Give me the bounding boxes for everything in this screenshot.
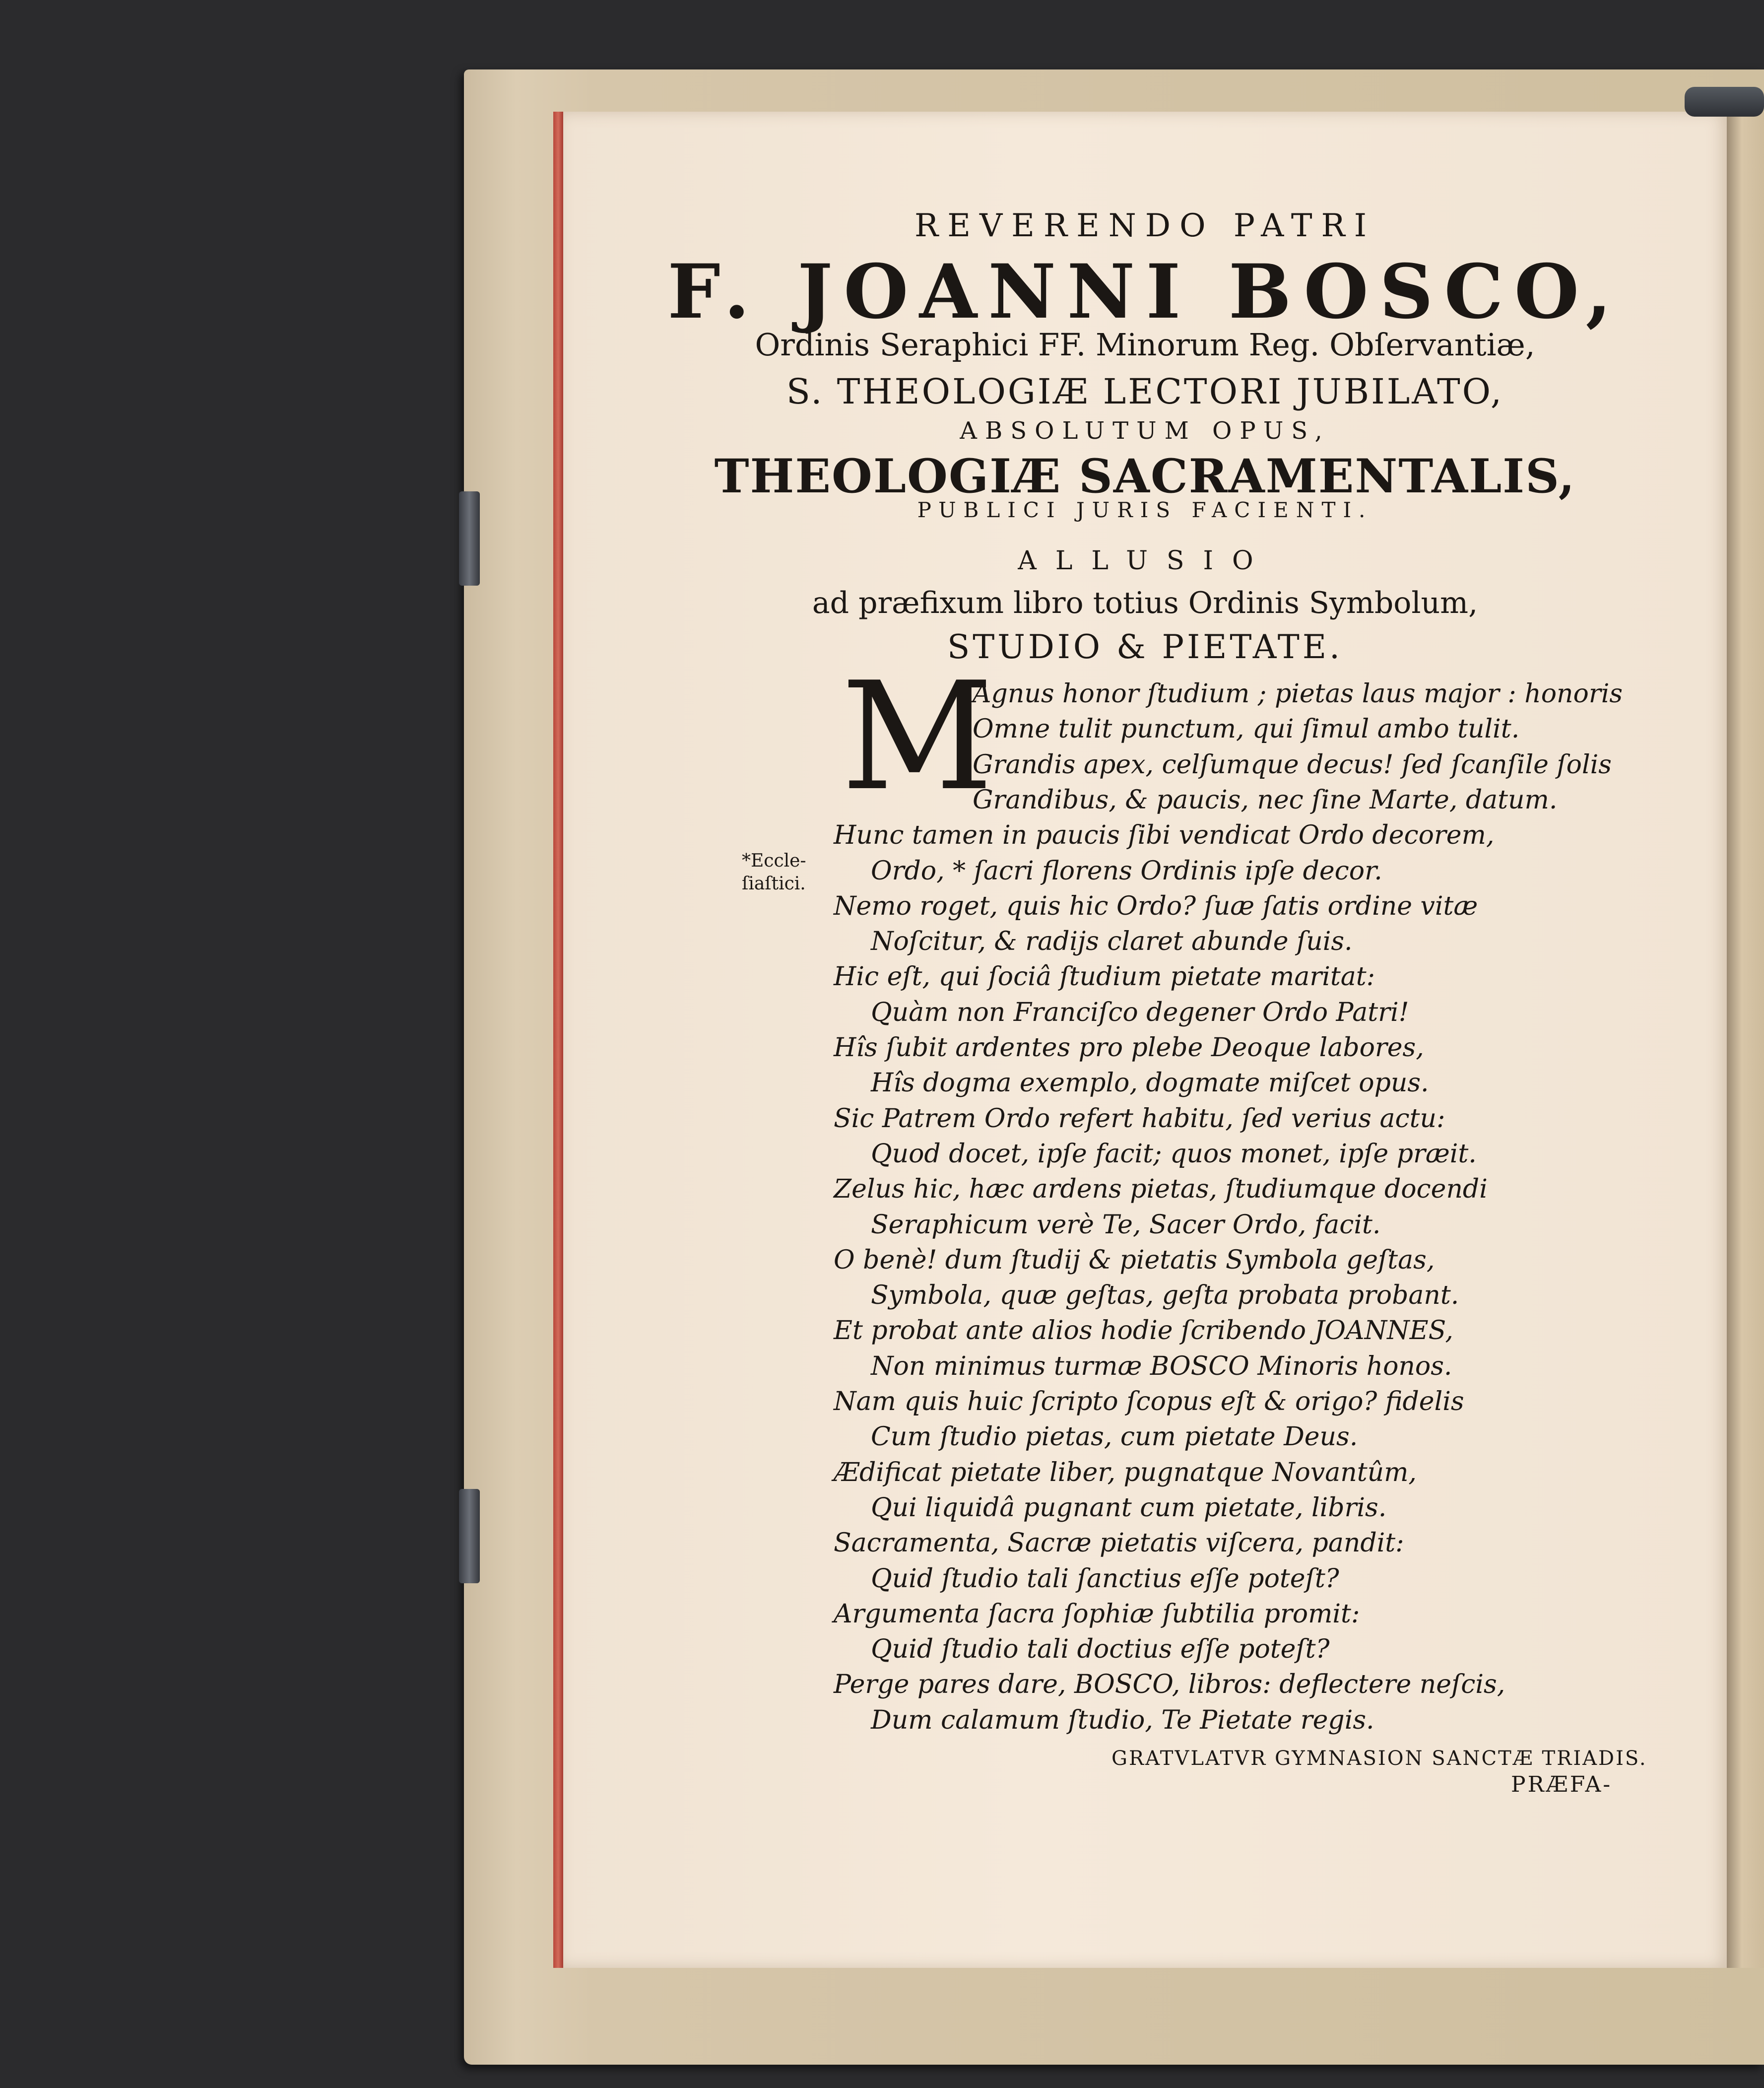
verse-line: Qui liquidâ pugnant cum pietate, libris. <box>871 1492 1387 1523</box>
verse-line: Argumenta ſacra ſophiæ ſubtilia promit: <box>834 1599 1360 1629</box>
verse-line: Symbola, quæ geſtas, geſta probata probant. <box>871 1280 1459 1311</box>
verse-line: Grandis apex, celſumque decus! ſed ſcanſile ſolis <box>973 749 1612 780</box>
margin-note-line: ſiaſtici. <box>742 874 806 894</box>
verse-line: Grandibus, & paucis, nec ſine Marte, datum. <box>973 785 1558 815</box>
header-absolutum: ABSOLUTUM OPUS, <box>960 417 1330 445</box>
verse-line: Hic eſt, qui ſociâ ſtudium pietate maritat: <box>834 962 1375 992</box>
page-red-edge <box>553 112 563 1968</box>
verse-line: Quàm non Franciſco degener Ordo Patri! <box>871 997 1409 1027</box>
verse-line: Hunc tamen in paucis ſibi vendicat Ordo decorem, <box>834 820 1495 851</box>
facing-page-edge <box>1727 112 1764 1968</box>
verse-line: Quid ſtudio tali ſanctius eſſe poteſt? <box>871 1563 1339 1594</box>
hinge-bottom <box>459 1489 480 1583</box>
verse-line: Agnus honor ſtudium ; pietas laus major : honoris <box>973 679 1623 709</box>
verse-line: Cum ſtudio pietas, cum pietate Deus. <box>871 1422 1358 1452</box>
drop-cap: M <box>841 650 994 823</box>
header-publici: PUBLICI JURIS FACIENTI. <box>917 498 1373 522</box>
verse-line: Sacramenta, Sacræ pietatis viſcera, pandit: <box>834 1528 1404 1558</box>
verse-line: Seraphicum verè Te, Sacer Ordo, facit. <box>871 1210 1381 1240</box>
margin-note <box>742 850 806 895</box>
header-name: F. JOANNI BOSCO, <box>667 248 1623 336</box>
verse-line: Perge pares dare, BOSCO, libros: deflectere neſcis, <box>834 1670 1505 1700</box>
hinge-top <box>459 491 480 586</box>
clasp <box>1685 87 1764 117</box>
verse-line: Omne tulit punctum, qui ſimul ambo tulit. <box>973 714 1520 744</box>
margin-note-line: *Eccle- <box>742 851 806 871</box>
header-studio: STUDIO & PIETATE. <box>947 628 1343 666</box>
header-title: THEOLOGIÆ SACRAMENTALIS, <box>714 449 1576 504</box>
catchword: PRÆFA- <box>1511 1772 1613 1797</box>
verse-line: Nam quis huic ſcripto ſcopus eſt & origo? fidelis <box>834 1387 1464 1416</box>
header-lector: S. THEOLOGIÆ LECTORI JUBILATO, <box>786 371 1504 412</box>
header-ad: ad præfixum libro totius Ordinis Symbolum, <box>812 586 1478 620</box>
verse-line: Non minimus turmæ BOSCO Minoris honos. <box>871 1351 1452 1381</box>
verse-line: Ordo, * ſacri florens Ordinis ipſe decor. <box>871 856 1382 886</box>
header-ordinis: Ordinis Seraphici FF. Minorum Reg. Obſervantiæ, <box>755 327 1535 363</box>
verse-line: Sic Patrem Ordo refert habitu, ſed verius actu: <box>834 1103 1445 1134</box>
verse-line: Ædificat pietate liber, pugnatque Novantûm, <box>834 1457 1417 1487</box>
verse-line: Quod docet, ipſe facit; quos monet, ipſe præit. <box>871 1139 1477 1169</box>
verse-line: Noſcitur, & radijs claret abunde ſuis. <box>871 927 1353 957</box>
verse-line: Dum calamum ſtudio, Te Pietate regis. <box>871 1705 1374 1735</box>
verse-line: Quid ſtudio tali doctius eſſe poteſt? <box>871 1634 1330 1665</box>
header-reverendo: REVERENDO PATRI <box>915 207 1375 244</box>
verse-line: Zelus hic, hæc ardens pietas, ſtudiumque docendi <box>834 1174 1488 1205</box>
header-allusio: ALLUSIO <box>1018 546 1272 576</box>
verse-line: O benè! dum ſtudij & pietatis Symbola geſtas, <box>834 1245 1435 1275</box>
verse-line: Nemo roget, quis hic Ordo? ſuæ ſatis ordine vitæ <box>834 891 1478 921</box>
verse-line: Et probat ante alios hodie ſcribendo JOANNES, <box>834 1316 1453 1346</box>
verse-line: Hîs ſubit ardentes pro plebe Deoque labores, <box>834 1033 1424 1063</box>
gratulatur-line: GRATVLATVR GYMNASION SANCTÆ TRIADIS. <box>1111 1747 1647 1770</box>
verse-line: Hîs dogma exemplo, dogmate miſcet opus. <box>871 1068 1429 1098</box>
